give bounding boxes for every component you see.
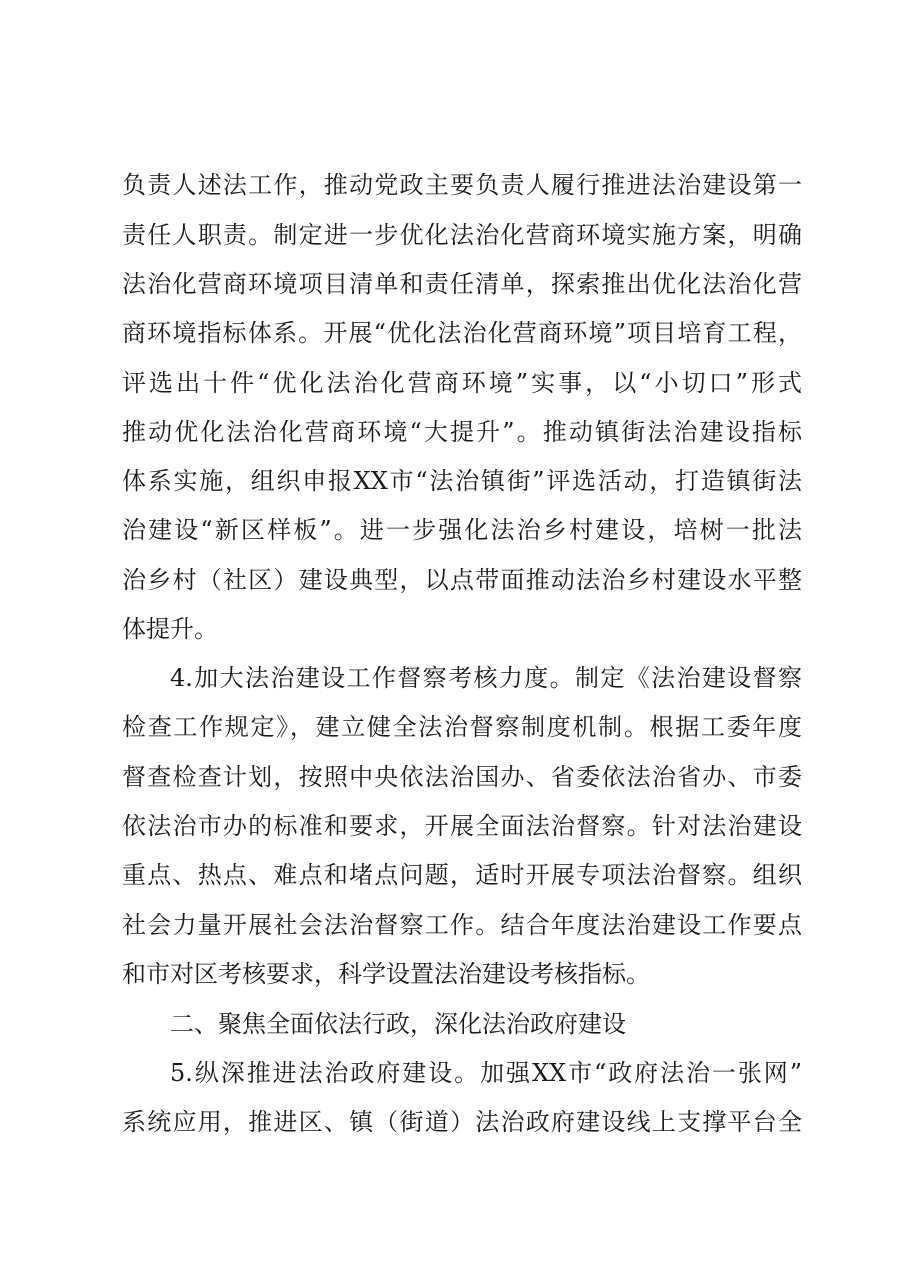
- text-line: 负责人述法工作，推动党政主要负责人履行推进法治建设第一: [122, 171, 802, 199]
- text-line: 和市对区考核要求，科学设置法治建设考核指标。: [122, 960, 650, 988]
- text-line: 检查工作规定》，建立健全法治督察制度机制。根据工委年度: [122, 713, 802, 741]
- text-line: 社会力量开展社会法治督察工作。结合年度法治建设工作要点: [122, 911, 802, 939]
- text-line: 依法治市办的标准和要求，开展全面法治督察。针对法治建设: [122, 812, 802, 840]
- text-line: 治乡村（社区）建设典型，以点带面推动法治乡村建设水平整: [122, 566, 802, 594]
- text-line: 法治化营商环境项目清单和责任清单，探索推出优化法治化营: [122, 270, 802, 298]
- text-line: 系统应用，推进区、镇（街道）法治政府建设线上支撑平台全: [122, 1108, 802, 1136]
- text-line: 推动优化法治化营商环境“大提升”。推动镇街法治建设指标: [122, 418, 802, 446]
- text-line: 体系实施，组织申报XX市“法治镇街”评选活动，打造镇街法: [122, 467, 802, 495]
- section-heading-2: 二、聚焦全面依法行政，深化法治政府建设: [170, 1010, 626, 1038]
- text-line: 体提升。: [122, 615, 218, 643]
- section-heading-4: 4.加大法治建设工作督察考核力度。制定《法治建设督察: [170, 664, 802, 692]
- text-line: 商环境指标体系。开展“优化法治化营商环境”项目培育工程，: [122, 319, 802, 347]
- text-line: 评选出十件“优化法治化营商环境”实事，以“小切口”形式: [122, 369, 802, 397]
- text-line: 治建设“新区样板”。进一步强化法治乡村建设，培树一批法: [122, 516, 802, 544]
- text-line: 重点、热点、难点和堵点问题，适时开展专项法治督察。组织: [122, 861, 802, 889]
- section-heading-5: 5.纵深推进法治政府建设。加强XX市“政府法治一张网”: [170, 1059, 802, 1087]
- text-line: 责任人职责。制定进一步优化法治化营商环境实施方案，明确: [122, 221, 802, 249]
- text-line: 督查检查计划，按照中央依法治国办、省委依法治省办、市委: [122, 763, 802, 791]
